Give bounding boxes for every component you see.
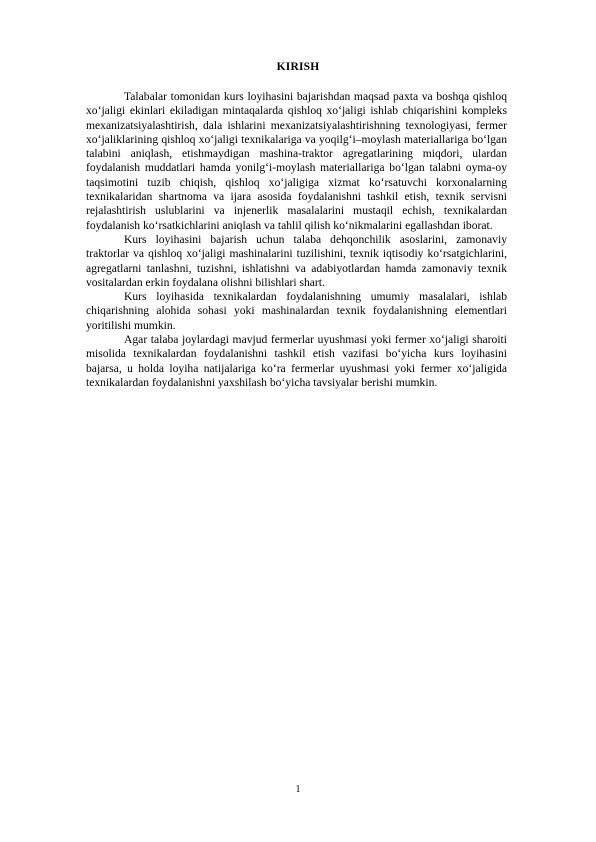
body-text [86, 90, 507, 390]
paragraph-4: Agar talaba joylardagi mavjud fermerlar uyushmasi yoki fermer xo‘jaligi sharoiti misolida texnikalardan foydalanishni tashkil etish vazifasi bo‘yicha kurs loyihasini bajarsa, u holda loyiha natijalariga ko‘ra fermerlar uyushmasi yoki fermer xo‘jaligida texnikalardan foydalanishni yaxshilash bo‘yicha tavsiyalar berishi mumkin. [86, 333, 507, 389]
page-number: 1 [295, 784, 301, 795]
paragraph-1: Talabalar tomonidan kurs loyihasini bajarishdan maqsad paxta va boshqa qishloq xo‘jaligi ekinlari ekiladigan mintaqalarda qishloq xo‘jaligi ishlab chiqarishini kompleks mexanizatsiyalashtirish, dala ishlarini mexanizatsiyalashtirishning texnologiyasi, fermer xo‘jaliklarining qishloq xo‘jaligi texnikalariga va yoqilg‘i–moylash materiallariga bo‘lgan talabini aniqlash, etishmaydigan mashina-traktor agregatlarining miqdori, ulardan foydalanish muddatlari hamda yonilg‘i-moylash materiallariga bo‘lgan talabni oyma-oy taqsimotini tuzib chiqish, qishloq xo‘jaligiga xizmat ko‘rsatuvchi korxonalarning texnikalaridan shartnoma va ijara asosida foydalanishni tashkil etish, texnik servisni rejalashtirish uslublarini va injenerlik masalalarini mustaqil echish, texnikalardan foydalanish ko‘rsatkichlarini aniqlash va tahlil qilish ko‘nikmalarini egallashdan iborat. [86, 90, 507, 232]
paragraph-3: Kurs loyihasida texnikalardan foydalanishning umumiy masalalari, ishlab chiqarishning alohida sohasi yoki mashinalardan texnik foydalanishning elementlari yoritilishi mumkin. [86, 290, 507, 332]
paragraph-2: Kurs loyihasini bajarish uchun talaba dehqonchilik asoslarini, zamonaviy traktorlar va qishloq xo‘jaligi mashinalarini tuzilishini, texnik iqtisodiy ko‘rsatgichlarini, agregatlarni tanlashni, tuzishni, ishlatishni va adabiyotlardan hamda zamonaviy texnik vositalardan erkin foydalana olishni bilishlari shart. [86, 232, 507, 289]
section-title: KIRISH [276, 61, 320, 73]
